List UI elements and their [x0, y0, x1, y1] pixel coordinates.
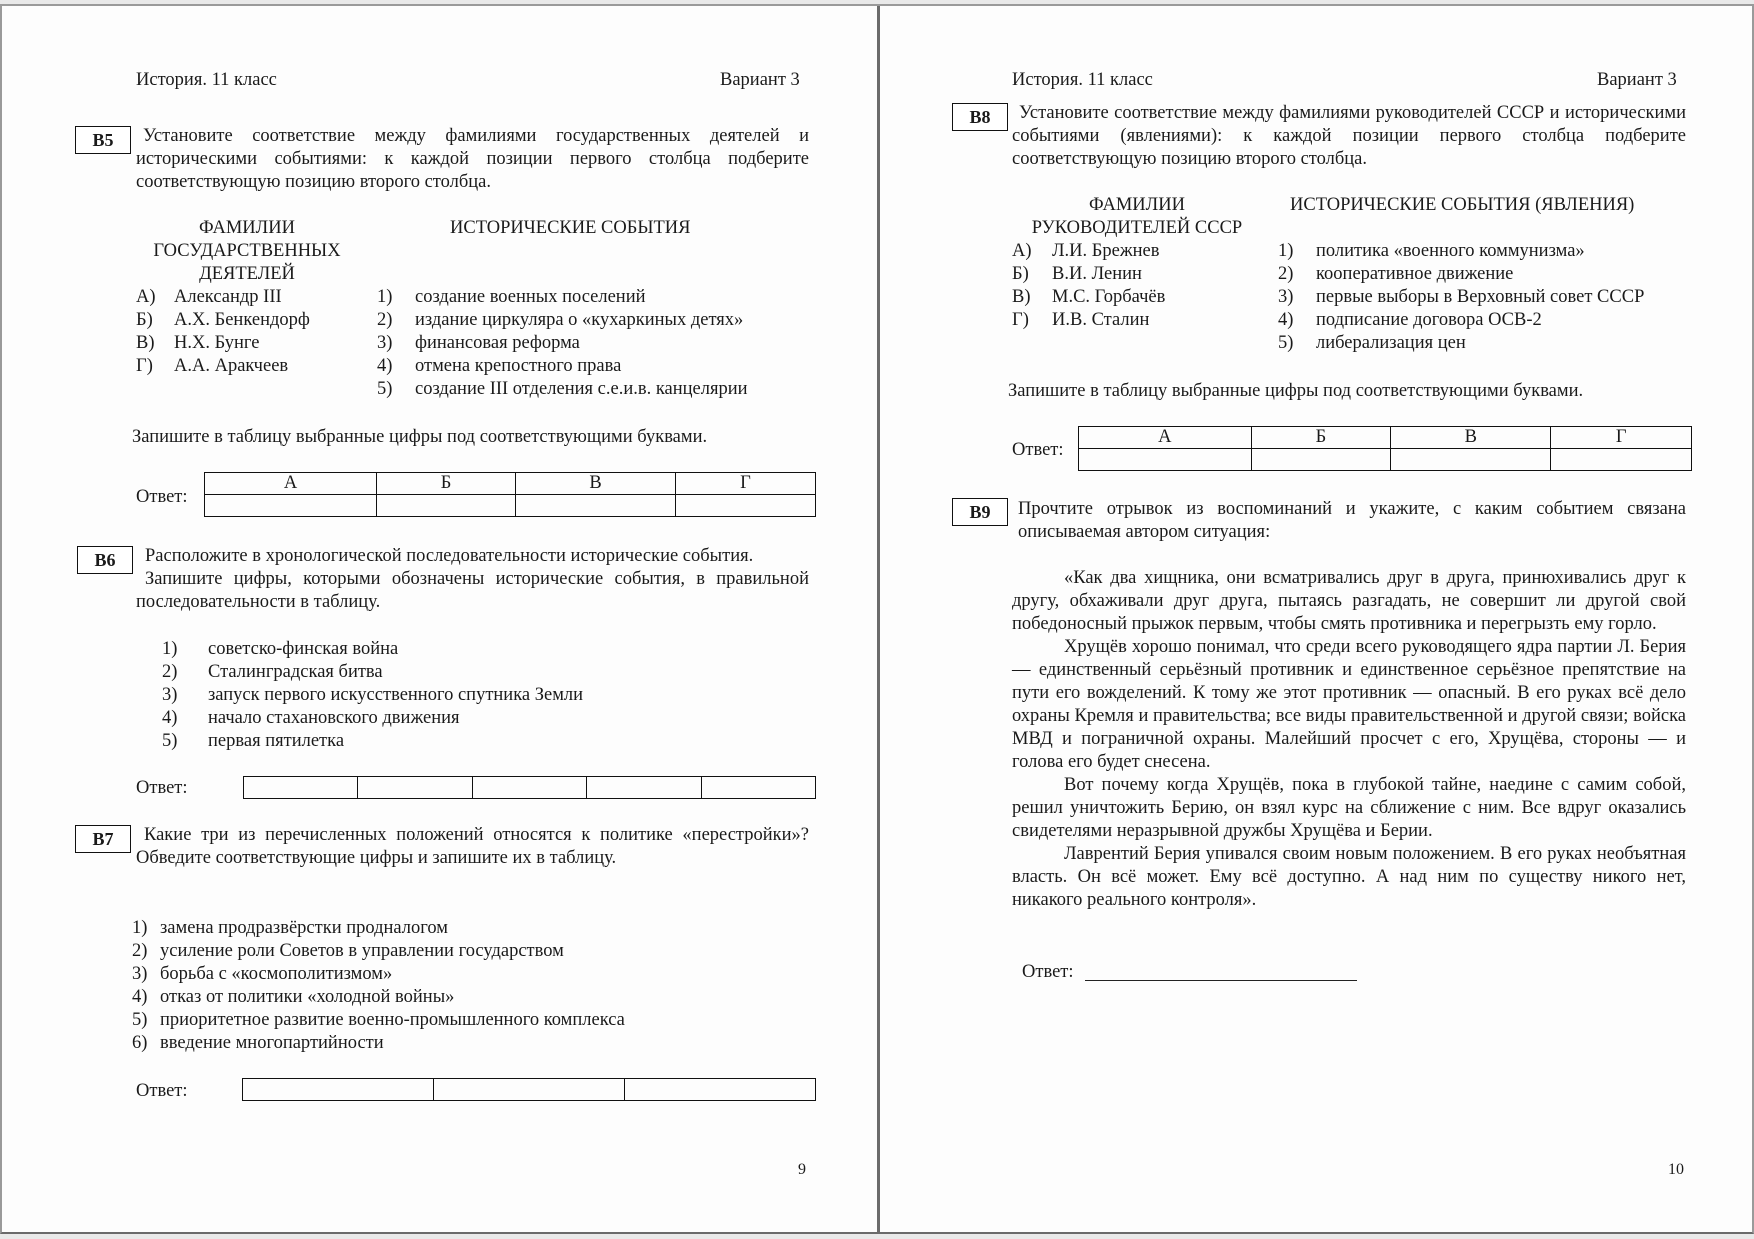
list-item: 2) издание циркуляра о «кухаркиных детях» — [377, 310, 744, 330]
b8-instruction: Запишите в таблицу выбранные цифры под соответствующими буквами. — [1008, 381, 1584, 401]
b9-answer-line[interactable] — [1085, 980, 1357, 981]
page-number: 9 — [798, 1161, 806, 1178]
list-item: 4) отмена крепостного права — [377, 356, 622, 376]
page-10 — [880, 6, 1752, 1232]
b6-answer-cell-4[interactable] — [587, 777, 701, 799]
list-item: 2) усиление роли Советов в управлении государством — [132, 941, 564, 961]
question-label-b5: B5 — [75, 126, 131, 154]
b8-header-b: Б — [1251, 427, 1391, 449]
list-item: 1) создание военных поселений — [377, 287, 646, 307]
excerpt-paragraph: Хрущёв хорошо понимал, что среди всего руководящего ядра партии Л. Берия — единственный серьёзный противник и единственное серьёзное препятствие на пути его вожделений. К тому же этот противник — опасный. В его руках всё дело охраны Кремля и правительства; все виды правительственной и другой связи; войска МВД и пограничной охраны. Малейший просчет с его, Хрущёва, стороны — и голова его будет снесена. — [1012, 637, 1686, 772]
b8-answer-cell-v[interactable] — [1391, 449, 1551, 471]
list-item: А) Л.И. Брежнев — [1012, 241, 1160, 261]
b5-header-v: В — [516, 473, 676, 495]
b6-answer-table — [243, 776, 816, 799]
page-9 — [2, 6, 877, 1232]
document-spread — [0, 4, 1754, 1234]
list-item: 6) введение многопартийности — [132, 1033, 384, 1053]
question-label-b7: B7 — [75, 825, 131, 853]
list-item: 5) создание III отделения с.е.и.в. канцелярии — [377, 379, 748, 399]
question-label-b8: B8 — [952, 103, 1008, 131]
b9-answer-label: Ответ: — [1022, 962, 1074, 982]
excerpt-paragraph: Вот почему когда Хрущёв, пока в глубокой тайне, наедине с самим собой, решил уничтожить Берию, он взял курс на сближение с ним. Все вдруг оказались свидетелями неразрывной дружбы Хрущёва и Берии. — [1012, 775, 1686, 841]
b8-header-g: Г — [1551, 427, 1692, 449]
b6-answer-cell-3[interactable] — [472, 777, 586, 799]
b6-prompt-line1: Расположите в хронологической последовательности исторические события. — [145, 546, 754, 566]
list-item: 5) первая пятилетка — [162, 731, 345, 751]
b5-column1-title — [136, 217, 358, 286]
b5-instruction: Запишите в таблицу выбранные цифры под соответствующими буквами. — [132, 427, 708, 447]
excerpt-paragraph: Лаврентий Берия упивался своим новым положением. В его руках необъятная власть. Он всё может. Ему всё доступно. А над ним по существу никого нет, никакого реального контроля». — [1012, 844, 1686, 910]
list-item: Б) А.Х. Бенкендорф — [136, 310, 310, 330]
b5-answer-cell-v[interactable] — [516, 495, 676, 517]
b7-answer-label: Ответ: — [136, 1081, 188, 1101]
b8-prompt: Установите соответствие между фамилиями руководителей СССР и историческими событиями (явлениями): к каждой позиции первого столбца подберите соответствующую позицию второго столбца. — [1012, 103, 1686, 169]
b5-answer-cell-b[interactable] — [377, 495, 516, 517]
list-item: 4) отказ от политики «холодной войны» — [132, 987, 455, 1007]
b8-names-list — [1012, 240, 1165, 332]
b8-column1-title — [1012, 194, 1262, 240]
b5-col1-title-line: ГОСУДАРСТВЕННЫХ — [153, 241, 341, 261]
list-item: В) М.С. Горбачёв — [1012, 287, 1166, 307]
list-item: 2) кооперативное движение — [1278, 264, 1514, 284]
b5-answer-table — [204, 472, 816, 517]
b7-answer-cell-2[interactable] — [434, 1079, 625, 1101]
b8-answer-cell-a[interactable] — [1079, 449, 1252, 471]
question-label-b6: B6 — [77, 546, 133, 574]
b5-col1-title-line: ДЕЯТЕЛЕЙ — [199, 264, 295, 284]
excerpt-paragraph: «Как два хищника, они всматривались друг в друга, принюхивались друг к другу, обхаживали друг друга, пытаясь разгадать, не совершит ли другой свой победоносный прыжок первым, чтобы смять противника и перегрызть ему горло. — [1012, 568, 1686, 634]
b7-options-list — [132, 917, 625, 1055]
b5-answer-cell-g[interactable] — [675, 495, 815, 517]
b8-answer-cell-g[interactable] — [1551, 449, 1692, 471]
list-item: Г) А.А. Аракчеев — [136, 356, 289, 376]
header-variant: Вариант 3 — [720, 70, 800, 90]
b8-col1-title-line: ФАМИЛИИ — [1089, 195, 1185, 215]
b5-answer-cell-a[interactable] — [205, 495, 377, 517]
list-item: 4) подписание договора ОСВ-2 — [1278, 310, 1542, 330]
list-item: 4) начало стахановского движения — [162, 708, 460, 728]
header-subject: История. 11 класс — [136, 70, 277, 90]
b8-header-v: В — [1391, 427, 1551, 449]
page-number: 10 — [1668, 1161, 1684, 1178]
b8-answer-cell-b[interactable] — [1251, 449, 1391, 471]
b5-header-g: Г — [675, 473, 815, 495]
b6-answer-label: Ответ: — [136, 778, 188, 798]
list-item: 3) борьба с «космополитизмом» — [132, 964, 393, 984]
b8-answer-table — [1078, 426, 1692, 471]
list-item: 3) запуск первого искусственного спутника Земли — [162, 685, 584, 705]
b6-answer-cell-1[interactable] — [244, 777, 358, 799]
b5-answer-label: Ответ: — [136, 487, 188, 507]
list-item: Б) В.И. Ленин — [1012, 264, 1142, 284]
list-item: 1) советско-финская война — [162, 639, 399, 659]
b6-prompt-rest: Запишите цифры, которыми обозначены исторические события, в правильной последовательности в таблицу. — [136, 569, 809, 612]
question-label-b9: B9 — [952, 498, 1008, 526]
b5-events-list — [377, 286, 748, 401]
header-variant: Вариант 3 — [1597, 70, 1677, 90]
b8-events-list — [1278, 240, 1644, 355]
b6-answer-cell-2[interactable] — [358, 777, 472, 799]
list-item: 3) финансовая реформа — [377, 333, 580, 353]
b5-header-b: Б — [377, 473, 516, 495]
b7-answer-cell-3[interactable] — [625, 1079, 816, 1101]
list-item: 1) замена продразвёрстки продналогом — [132, 918, 448, 938]
list-item: 5) либерализация цен — [1278, 333, 1466, 353]
b9-excerpt — [1012, 567, 1686, 912]
b5-prompt: Установите соответствие между фамилиями государственных деятелей и историческими событиями: к каждой позиции первого столбца подберите соответствующую позицию второго столбца. — [136, 126, 809, 192]
list-item: 1) политика «военного коммунизма» — [1278, 241, 1585, 261]
b5-header-a: А — [205, 473, 377, 495]
header-subject: История. 11 класс — [1012, 70, 1153, 90]
b5-column2-title: ИСТОРИЧЕСКИЕ СОБЫТИЯ — [450, 218, 691, 238]
b7-answer-cell-1[interactable] — [243, 1079, 434, 1101]
b6-answer-cell-5[interactable] — [701, 777, 815, 799]
b8-answer-label: Ответ: — [1012, 440, 1064, 460]
b7-prompt: Какие три из перечисленных положений относятся к политике «перестройки»? Обведите соответствующие цифры и запишите их в таблицу. — [136, 825, 809, 868]
list-item: Г) И.В. Сталин — [1012, 310, 1150, 330]
list-item: А) Александр III — [136, 287, 282, 307]
b8-col1-title-line: РУКОВОДИТЕЛЕЙ СССР — [1031, 218, 1243, 238]
b8-column2-title: ИСТОРИЧЕСКИЕ СОБЫТИЯ (ЯВЛЕНИЯ) — [1290, 195, 1635, 215]
b5-names-list — [136, 286, 310, 378]
list-item: 3) первые выборы в Верховный совет СССР — [1278, 287, 1645, 307]
b7-answer-table — [242, 1078, 816, 1101]
list-item: В) Н.Х. Бунге — [136, 333, 260, 353]
list-item: 2) Сталинградская битва — [162, 662, 383, 682]
list-item: 5) приоритетное развитие военно-промышленного комплекса — [132, 1010, 625, 1030]
b5-col1-title-line: ФАМИЛИИ — [199, 218, 295, 238]
b6-events-list — [162, 638, 583, 753]
b9-prompt: Прочтите отрывок из воспоминаний и укажите, с каким событием связана описываемая автором ситуация: — [1018, 499, 1686, 542]
b8-header-a: А — [1079, 427, 1252, 449]
